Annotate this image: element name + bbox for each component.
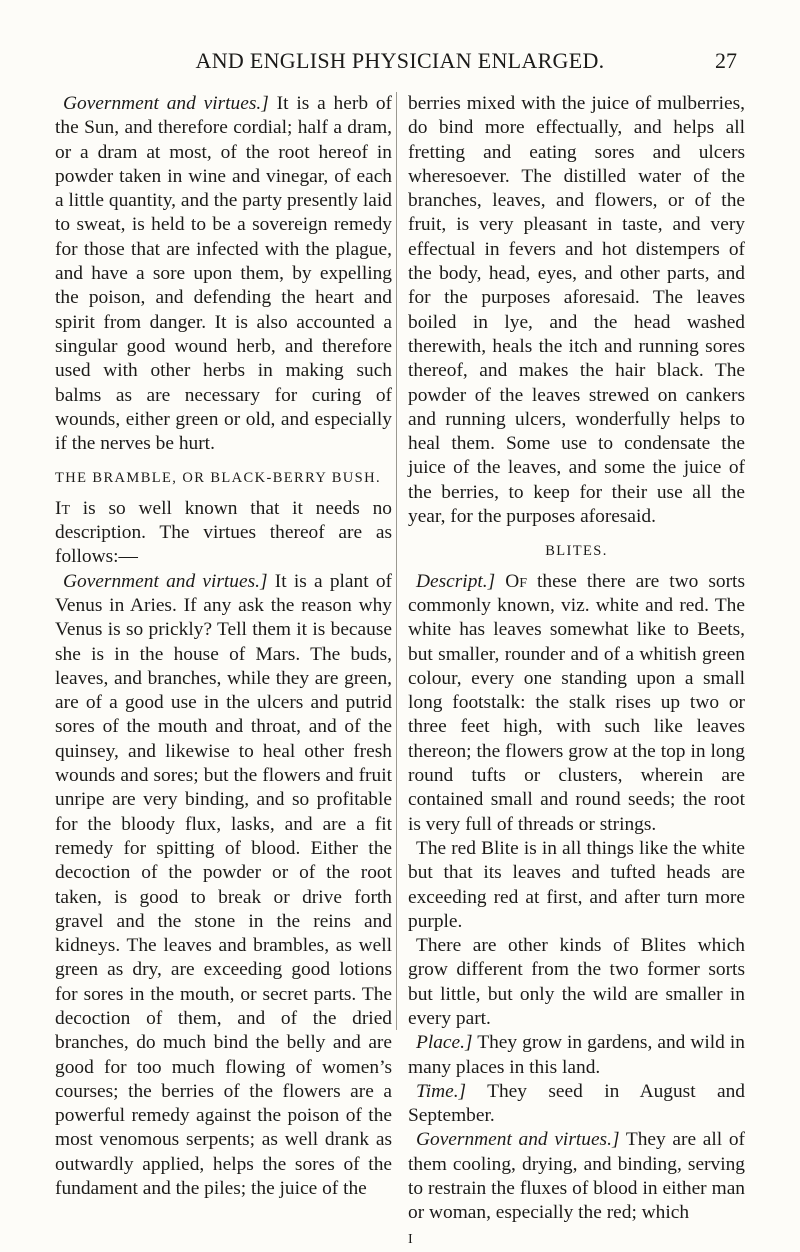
section-label: Descript.] [416,570,496,592]
section-label: Place.] [416,1032,473,1054]
paragraph [408,570,745,837]
section-label: Time.] [416,1080,467,1102]
paragraph: berries mixed with the juice of mulberries, do bind more effectually, and helps all fretting and eating sores and ulcers wheresoever. The distilled water of the branches, leaves, and flowers, or of the fruit, is very pleasant in taste, and very effectual in fevers and hot distempers of the body, head, eyes, and other parts, and for the purposes aforesaid. The leaves boiled in lye, and the head washed therewith, heals the itch and running sores thereof, and makes the hair black. The powder of the leaves strewed on cankers and running ulcers, wonderfully helps to heal them. Some use to condensate the juice of the leaves, and some the juice of the berries, to keep for their use all the year, for the purposes aforesaid. [408,93,745,528]
right-column [408,92,745,1252]
running-head [0,47,800,75]
paragraph-text: They grow in gardens, and wild in many places in this land. [408,1032,745,1078]
paragraph-text: They are all of them cooling, drying, and binding, serving to restrain the fluxes of blood in either man or woman, especially the red; which [408,1129,745,1224]
column-divider [396,92,397,1030]
paragraph-text: It is a plant of Venus in Aries. If any ask the reason why Venus is so prickly? Tell them it is because she is in the house of Mars. The buds, leaves, and branches, while they are green, are of a good use in the ulcers and putrid sores of the mouth and throat, and of the quinsey, and likewise to heal other fresh wounds and sores; but the flowers and fruit unripe are very binding, and so profitable for the bloody flux, lasks, and are a fit remedy for spitting of blood. Either the decoction of the powder or of the root taken, is good to break or drive forth gravel and the stone in the reins and kidneys. The leaves and brambles, as well green as dry, are exceeding good lotions for sores in the mouth, or secret parts. The decoction of them, and of the dried branches, do much bind the belly and are good for too much flowing of women’s courses; the berries of the flowers are a powerful remedy against the poison of the most venomous serpents; as well drank as outwardly applied, helps the sores of the fundament and the piles; the juice of the [55,570,392,1200]
running-head-title: AND ENGLISH PHYSICIAN ENLARGED. [195,48,605,73]
section-label: Government and virtues.] [63,93,269,114]
paragraph-text: is so well known that it needs no description. The virtues thereof are as follows:— [55,497,392,568]
paragraph [408,1080,745,1129]
section-heading-bramble: THE BRAMBLE, OR BLACK-BERRY BUSH. [55,470,382,487]
paragraph [408,1128,745,1225]
left-column [55,92,392,1201]
section-heading-blites: BLITES. [545,543,608,560]
paragraph-text: these there are two sorts commonly known, viz. white and red. The white has leaves somewhat like to Beets, but smaller, rounder and of a whitish green colour, every one standing upon a small long footstalk: the stalk rises up two or three feet high, with such like leaves thereon; the flowers grow at the top in long round tufts or clusters, wherein are contained small and round seeds; the root is very full of threads or strings. [408,570,745,835]
initial-word: It [55,497,71,519]
paragraph [55,497,392,570]
signature-mark: I [408,1231,413,1247]
paragraph [55,570,392,1202]
paragraph: The red Blite is in all things like the white but that its leaves and tufted heads are exceeding red at first, and after turn more purple. [408,837,745,932]
section-label: Government and virtues.] [63,570,268,592]
paragraph-text: They seed in August and September. [408,1080,745,1127]
paragraph [408,1031,745,1080]
paragraph: There are other kinds of Blites which grow different from the two former sorts but little, but only the wild are smaller in every part. [408,935,745,1029]
paragraph-text: It is a herb of the Sun, and therefore cordial; half a dram, or a dram at most, of the root hereof in powder taken in wine and vinegar, of each a little quantity, and the party presently laid to sweat, is held to be a sovereign remedy for those that are infected with the plague, and have a sore upon them, by expelling the poison, and defending the heart and spirit from danger. It is also accounted a singular good wound herb, and therefore used with other herbs in making such balms as are necessary for curing of wounds, either green or old, and especially if the nerves be hurt. [55,93,393,455]
page-number: 27 [715,48,737,73]
initial-word: Of [505,570,527,592]
section-label: Government and virtues.] [416,1129,620,1151]
paragraph [55,92,392,456]
